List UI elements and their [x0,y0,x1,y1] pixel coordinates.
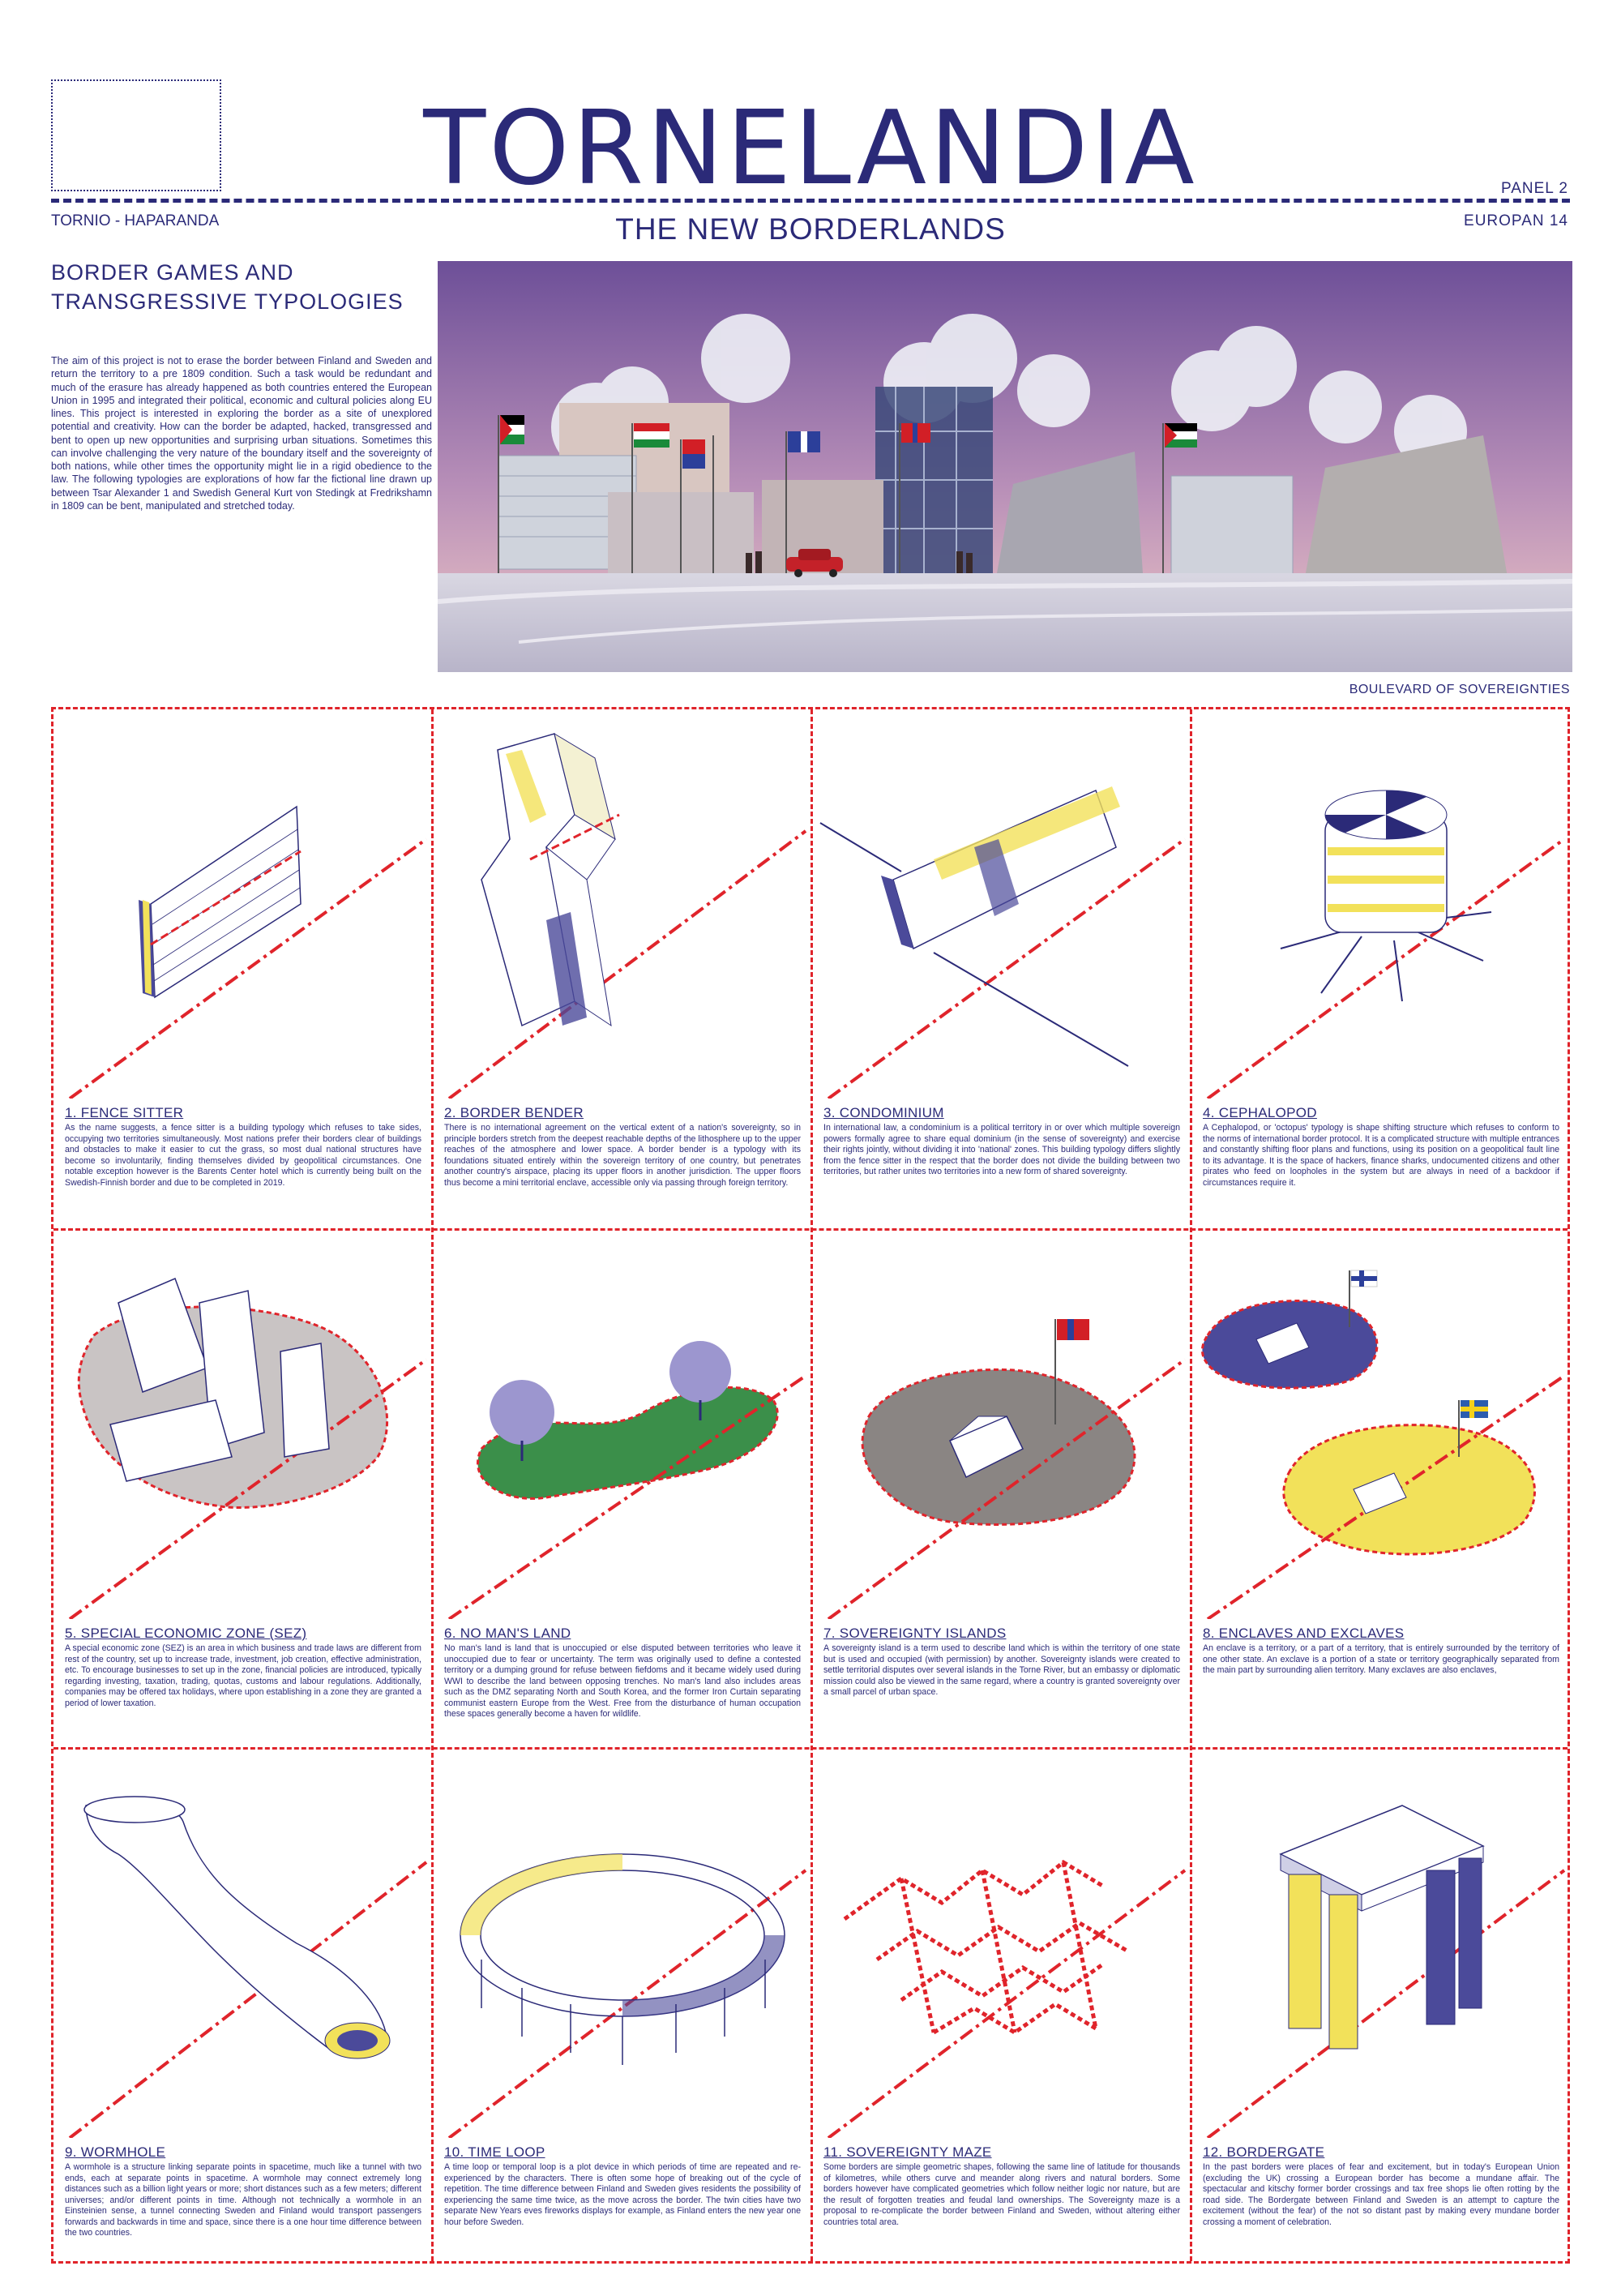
wormhole-illustration [53,1757,433,2138]
typology-description: An enclave is a territory, or a part of a territory, that is entirely surrounded by the territory of one other state. An exclave is a portion of a state or territory geographically separated from the main part by surrounding alien territory. Many exclaves are also enclaves, [1203,1643,1559,1676]
typology-fence-sitter [53,709,433,1228]
typology-title: 1. FENCE SITTER [65,1105,184,1120]
typology-time-loop [433,1749,812,2268]
sovereignty-islands-illustration [812,1238,1191,1619]
page-title: TORNELANDIA [423,88,1198,208]
building-glass-right [1171,476,1293,577]
location-label: TORNIO - HAPARANDA [51,212,220,229]
sez-illustration [53,1238,433,1619]
typology-no-mans-land [433,1230,812,1749]
typology-description: A Cephalopod, or 'octopus' typology is shape shifting structure which refuses to conform to the norms of international border protocol. It is a complicated structure with multiple entrances and constantly shifting floor plans and functions, using its position on a geopolitical fault line to its advantage. It is the space of hackers, finance sharks, undocumented citizens and other pirates who feed on loopholes in the system but are always in need of a backdoor if circumstances require it. [1203,1123,1559,1188]
sovereignty-maze-illustration [812,1757,1191,2138]
typology-sovereignty-islands [812,1230,1191,1749]
intro-heading-line-1: BORDER GAMES AND [51,260,294,285]
typology-description: There is no international agreement on the vertical extent of a nation's sovereignty, so in principle borders stretch from the deepest reachable depths of the lithosphere up to the upper reaches of the atmosphere and lower space. A border bender is a typology with its foundations situated entirely within the sovereign territory of one country, but penetrates another country's airspace, placing its upper floors in another jurisdiction. The upper floors thus become a mini territorial enclave, accessible only via passing through foreign territory. [444,1123,801,1188]
typology-description: A wormhole is a structure linking separate points in spacetime, much like a tunnel with two ends, each at separate points in spacetime. A wormhole may connect extremely long distances such as a billion light years or more; short distances such as a few meters; different universes; and/or different points in time. Although not technically a wormhole in an Einsteinien sense, a tunnel connecting Sweden and Finland would transport passengers forwards and backwards in time and space, since there is a one hour time difference between the two countries. [65,2162,421,2238]
fence-sitter-illustration [53,718,433,1099]
hero-caption: BOULEVARD OF SOVEREIGNTIES [1349,683,1570,696]
typology-description: A time loop or temporal loop is a plot device in which periods of time are repeated and re-experienced by the characters. There is often some hope of breaking out of the cycle of repetition. The time difference between Finland and Sweden gives residents the possibility of experiencing the same time twice, as the move across the border. The twin cities have two separate New Years eves fireworks displays for example, as Finland enters the new year one hour before Sweden. [444,2162,801,2227]
typology-description: A special economic zone (SEZ) is an area in which business and trade laws are different from rest of the country, set up to increase trade, investment, job creation, effective administration, etc. To encourage businesses to set up in the zone, financial policies are introduced, typically regarding investing, taxation, trading, quotas, customs and labour regulations. Additionally, companies may be offered tax holidays, where upon establishing in a zone they are granted a period of lower taxation. [65,1643,421,1708]
condominium-illustration [812,718,1191,1099]
hero-scene [438,261,1572,672]
no-mans-land-illustration [433,1238,812,1619]
intro-paragraph: The aim of this project is not to erase the border between Finland and Sweden and return the territory to a pre 1809 condition. Such a task would be redundant and much of the erasure has already happened as both countries entered the European Union in 1995 and integrated their political, economic and cultural policies along EU lines. This project is interested in exploring the border as a site of unexplored potential and creativity. How can the border be adapted, hacked, transgressed and bent to open up new opportunities and surprising urban situations. Sometimes this can involve challenging the very nature of the boundary itself and the sovereignty of both nations, while other times the opportunity might lie in a rigid obedience to the law. The following typologies are explorations of how far the fictional line drawn up between Tsar Alexander 1 and Swedish General Kurt von Stedingk at Fredrikshamn in 1809 can be bent, manipulated and stretched today. [51,355,432,512]
typology-description: In the past borders were places of fear and excitement, but in today's European Union (excluding the UK) crossing a European border has become a mundane affair. The spectacular and kitschy former border crossings and tax free shops lie often rotting by the road side. The Bordergate between Finland and Sweden is an attempt to capture the excitement (without the fear) of the not so distant past by making every mundane border crossing a moment of celebration. [1203,2162,1559,2227]
typology-description: In international law, a condominium is a political territory in or over which multiple sovereign powers formally agree to share equal dominium (in the sense of sovereignty) and exercise their rights jointly, without dividing it into 'national' zones. This building typology differs slightly from the fence sitter in the respect that the border does not divide the building between two territories, but rather unites two territories into a new form of shared sovereignty. [823,1123,1180,1177]
time-loop-illustration [433,1757,812,2138]
typology-title: 5. SPECIAL ECONOMIC ZONE (SEZ) [65,1626,307,1641]
cephalopod-illustration [1191,718,1571,1099]
competition-label: EUROPAN 14 [1464,212,1568,229]
typology-description: Some borders are simple geometric shapes, following the same line of latitude for thousands of kilometres, while others curve and meander along rivers and natural borders. Some borders however have complicated geometries which follow neither logic nor nature, but are the result of forgotten treaties and feudal land ownerships. The Sovereignty maze is a proposal to re-complicate the border between Finland and Sweden, without altering either countries total area. [823,2162,1180,2227]
intro-heading [51,258,432,317]
typology-title: 10. TIME LOOP [444,2144,545,2160]
typology-bordergate [1191,1749,1571,2268]
typology-title: 4. CEPHALOPOD [1203,1105,1317,1120]
bordergate-illustration [1191,1757,1571,2138]
typology-title: 7. SOVEREIGNTY ISLANDS [823,1626,1007,1641]
typology-title: 8. ENCLAVES AND EXCLAVES [1203,1626,1405,1641]
typology-wormhole [53,1749,433,2268]
typology-description: No man's land is land that is unoccupied or else disputed between territories who leave it unoccupied due to fear or uncertainty. The term was originally used to define a contested territory or a dumping ground for refuse between fiefdoms and it became widely used during WWI to describe the land between opposing trenches. No man's land also includes areas such as the DMZ separating North and South Korea, and the former Iron Curtain separating communist eastern Europe from the West. Free from the disturbance of human occupation these spaces generally become a haven for wildlife. [444,1643,801,1720]
typology-sovereignty-maze [812,1749,1191,2268]
enclaves-illustration [1191,1238,1571,1619]
typology-cephalopod [1191,709,1571,1228]
border-bender-illustration [433,718,812,1099]
typology-title: 6. NO MAN'S LAND [444,1626,571,1641]
typology-title: 3. CONDOMINIUM [823,1105,944,1120]
typology-title: 12. BORDERGATE [1203,2144,1325,2160]
page-subtitle: THE NEW BORDERLANDS [615,212,1006,246]
panel-number: PANEL 2 [1500,180,1568,197]
hero-rendering [438,261,1572,672]
typology-condominium [812,709,1191,1228]
intro-heading-line-2: TRANSGRESSIVE TYPOLOGIES [51,289,404,315]
typology-title: 2. BORDER BENDER [444,1105,584,1120]
header-divider [51,199,1570,203]
typology-grid [51,707,1570,2264]
typology-enclaves [1191,1230,1571,1749]
typology-title: 11. SOVEREIGNTY MAZE [823,2144,992,2160]
typology-description: A sovereignty island is a term used to describe land which is within the territory of one state but is used and occupied (with permission) by another. Sovereignty islands were created to settle territorial disputes over several islands in the Torne River, but an embassy or diplomatic mission could also be viewed in the same regard, where a country is granted sovereignty over a small parcel of urban space. [823,1643,1180,1698]
typology-border-bender [433,709,812,1228]
typology-sez [53,1230,433,1749]
typology-description: As the name suggests, a fence sitter is a building typology which refuses to take sides, occupying two territories simultaneously. Most nations prefer their borders clear of buildings and obstacles to make it easier to cut the grass, so most dual national structures have become so involuntarily, finding themselves divided by geopolitical circumstances. One notable exception however is the Barents Center hotel which is currently being built on the Swedish-Finnish border and due to be completed in 2019. [65,1123,421,1188]
typology-title: 9. WORMHOLE [65,2144,166,2160]
